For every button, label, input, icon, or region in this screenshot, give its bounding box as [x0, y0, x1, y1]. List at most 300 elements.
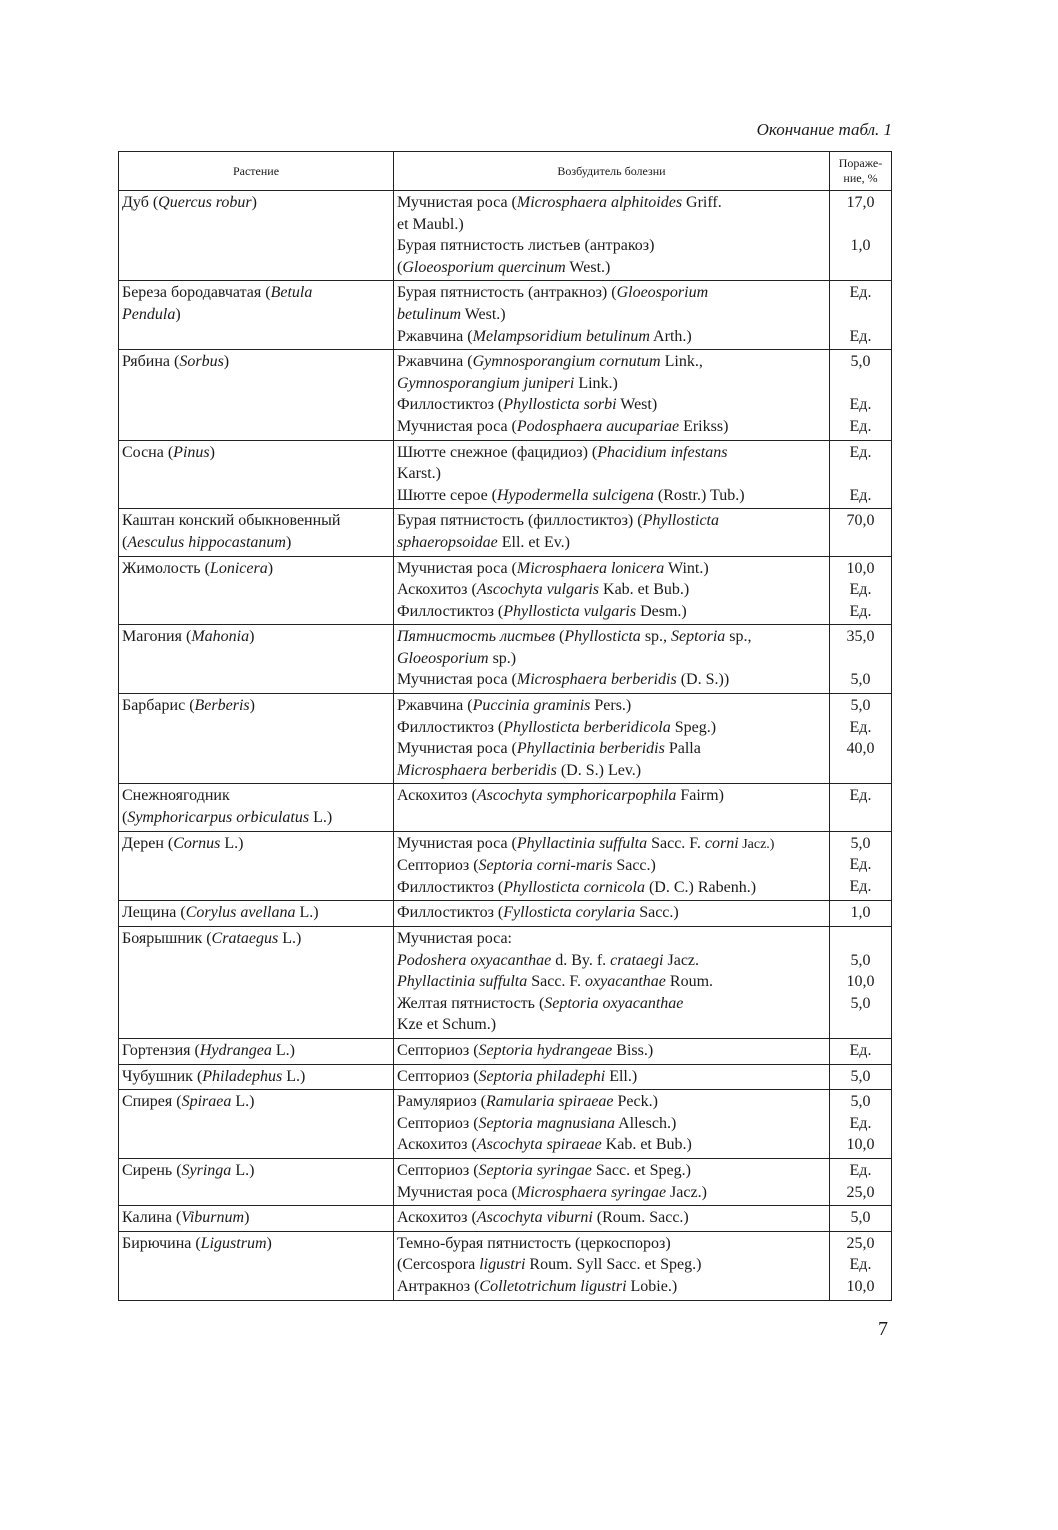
pathogen-text: Septoria: [671, 628, 726, 646]
damage-cell: [830, 831, 892, 901]
damage-cell: [830, 1206, 892, 1232]
damage-value: 25,0: [846, 1183, 875, 1201]
damage-value: [832, 532, 889, 554]
pathogen-text: Филлостиктоз (: [397, 878, 504, 896]
plant-line: [122, 1091, 390, 1113]
plant-line: [122, 442, 390, 464]
plant-text: Гортензия (: [122, 1041, 200, 1059]
plant-text: Betula: [270, 284, 313, 302]
plant-text: Corylus avellana: [185, 904, 296, 922]
plant-line: [122, 1040, 390, 1062]
table-caption: Окончание табл. 1: [756, 120, 892, 139]
pathogen-text: Septoria syringae: [478, 1161, 592, 1179]
plant-line: [122, 1233, 390, 1255]
damage-cell: [830, 1090, 892, 1159]
pathogen-text: Пятнистость листьев: [397, 628, 556, 646]
damage-value: Ед.: [849, 787, 872, 805]
plant-text: Жимолость (: [122, 559, 210, 577]
damage-value: Ед.: [849, 443, 872, 461]
pathogen-text: Desm.): [636, 602, 687, 620]
plant-cell: [119, 625, 394, 694]
plant-line: [122, 807, 390, 829]
pathogen-line: [397, 1160, 826, 1182]
pathogen-text: Мучнистая роса (: [397, 740, 517, 758]
pathogen-text: Бурая пятнистость листьев (антракоз): [397, 237, 655, 255]
plant-line: [122, 532, 390, 554]
pathogen-line: [397, 1134, 826, 1156]
damage-cell: [830, 440, 892, 509]
plant-cell: [119, 440, 394, 509]
pathogen-text: oxyacanthae: [585, 973, 666, 991]
pathogen-text: Septoria hydrangeae: [478, 1041, 613, 1059]
pathogen-line: [397, 532, 826, 554]
plant-text: L.): [231, 1161, 255, 1179]
header-damage: [830, 152, 892, 191]
damage-value: 10,0: [846, 559, 875, 577]
pathogen-text: Roum.: [665, 973, 714, 991]
pathogen-text: Phyllactinia berberidis: [516, 740, 665, 758]
pathogen-text: Ramularia spiraeae: [485, 1093, 614, 1111]
pathogen-text: Fyllosticta corylaria: [503, 904, 636, 922]
damage-value: [832, 807, 889, 829]
pathogen-text: Phyllosticta: [564, 628, 641, 646]
pathogen-text: sp.,: [725, 628, 752, 646]
pathogen-text: Ржавчина (: [397, 697, 473, 715]
pathogen-text: Colletotrichum ligustri: [479, 1277, 627, 1295]
pathogen-text: Филлостиктоз (: [397, 904, 504, 922]
plant-text: ): [251, 194, 257, 211]
pathogen-line: [397, 1233, 826, 1255]
pathogen-text: Microsphaera berberidis: [516, 671, 677, 689]
table-row: [119, 694, 892, 784]
pathogen-line: [397, 373, 826, 395]
pathogen-text: (D. S.)): [676, 671, 730, 689]
pathogen-text: et Maubl.): [397, 215, 464, 233]
pathogen-text: Phyllosticta cornicola: [503, 878, 645, 896]
pathogen-text: Мучнистая роса (: [397, 834, 517, 852]
pathogen-line: [397, 579, 826, 601]
pathogen-text: Kab. et Bub.): [599, 581, 690, 599]
pathogen-cell: [394, 350, 830, 440]
pathogen-text: Wint.): [664, 559, 709, 577]
pathogen-text: Griff.: [682, 194, 722, 211]
plant-text: Рябина (: [122, 353, 180, 371]
pathogen-text: Arth.): [649, 327, 692, 345]
pathogen-text: (: [397, 258, 403, 276]
pathogen-line: [397, 235, 826, 257]
pathogen-text: Karst.): [397, 465, 441, 483]
damage-cell: [830, 350, 892, 440]
pathogen-text: crataegi: [610, 951, 664, 969]
pathogen-text: Phacidium infestans: [597, 443, 728, 461]
plant-text: Дуб (: [122, 194, 159, 211]
table-row: [119, 191, 892, 281]
plant-text: Сирень (: [122, 1161, 182, 1179]
plant-text: Ligustrum: [200, 1234, 267, 1252]
pathogen-line: [397, 785, 826, 807]
pathogen-line: [397, 1091, 826, 1113]
damage-value: 5,0: [850, 1067, 871, 1085]
pathogen-line: [397, 648, 826, 670]
pathogen-text: Phyllactinia suffulta: [397, 973, 528, 991]
plant-line: [122, 558, 390, 580]
plant-cell: [119, 1206, 394, 1232]
pathogen-line: [397, 304, 826, 326]
damage-value: [832, 373, 889, 395]
pathogen-text: Jacz.): [666, 1183, 707, 1201]
damage-value: 17,0: [846, 194, 875, 211]
pathogen-line: [397, 394, 826, 416]
table-row: [119, 927, 892, 1039]
pathogen-line: [397, 463, 826, 485]
pathogen-cell: [394, 281, 830, 350]
pathogen-cell: [394, 556, 830, 625]
pathogen-line: [397, 902, 826, 924]
pathogen-text: Мучнистая роса:: [397, 930, 512, 947]
pathogen-text: Roum. Syll Sacc. et Speg.): [525, 1256, 702, 1274]
plant-text: Сосна (: [122, 443, 174, 461]
pathogen-cell: [394, 1231, 830, 1300]
pathogen-text: Septoria philadephi: [478, 1067, 606, 1085]
plant-text: L.): [295, 904, 319, 922]
plant-text: Crataegus: [211, 930, 279, 947]
pathogen-text: Podoshera oxyacanthae: [397, 951, 552, 969]
pathogen-text: Бурая пятнистость (филлостиктоз) (: [397, 512, 643, 530]
damage-value: 10,0: [846, 1136, 875, 1154]
damage-value: 5,0: [850, 353, 871, 371]
table-row: [119, 556, 892, 625]
pathogen-cell: [394, 927, 830, 1039]
plant-cell: [119, 191, 394, 281]
plant-line: [122, 304, 390, 326]
pathogen-cell: [394, 901, 830, 927]
plant-cell: [119, 1064, 394, 1090]
plant-cell: [119, 1038, 394, 1064]
disease-table: [118, 151, 892, 1301]
damage-value: [832, 928, 889, 950]
pathogen-line: [397, 928, 826, 950]
plant-line: [122, 785, 390, 807]
pathogen-text: Podosphaera aucupariae: [516, 417, 680, 435]
pathogen-text: Ascochyta vulgaris: [476, 581, 600, 599]
pathogen-cell: [394, 440, 830, 509]
table-row: [119, 1206, 892, 1232]
pathogen-text: Sacc.): [612, 857, 656, 875]
pathogen-text: Мучнистая роса (: [397, 417, 517, 435]
pathogen-text: Peck.): [613, 1093, 658, 1111]
plant-cell: [119, 350, 394, 440]
damage-value: 1,0: [850, 904, 871, 922]
plant-cell: [119, 901, 394, 927]
damage-value: [832, 648, 889, 670]
plant-text: ): [175, 305, 181, 323]
pathogen-text: Link.,: [660, 353, 703, 371]
pathogen-line: [397, 760, 826, 782]
pathogen-line: [397, 993, 826, 1015]
pathogen-text: Kze et Schum.): [397, 1016, 497, 1034]
header-plant: Растение: [119, 152, 394, 191]
table-row: [119, 625, 892, 694]
pathogen-text: sp.,: [640, 628, 672, 646]
pathogen-text: (D. C.) Rabenh.): [644, 878, 757, 896]
damage-value: Ед.: [849, 1114, 872, 1132]
table-row: [119, 281, 892, 350]
plant-cell: [119, 694, 394, 784]
pathogen-text: Аскохитоз (: [397, 581, 477, 599]
pathogen-text: Темно-бурая пятнистость (церкоспороз): [397, 1234, 671, 1252]
pathogen-text: Biss.): [612, 1041, 654, 1059]
plant-text: Berberis: [194, 697, 250, 715]
pathogen-cell: [394, 694, 830, 784]
plant-cell: [119, 831, 394, 901]
pathogen-text: Шютте снежное (фацидиоз) (: [397, 443, 598, 461]
pathogen-text: West.): [565, 258, 611, 276]
pathogen-cell: [394, 1090, 830, 1159]
plant-text: Mahonia: [191, 628, 250, 646]
pathogen-line: [397, 717, 826, 739]
pathogen-line: [397, 558, 826, 580]
table-row: [119, 784, 892, 831]
plant-line: [122, 1207, 390, 1229]
pathogen-text: (Rostr.) Tub.): [653, 486, 745, 504]
pathogen-cell: [394, 1038, 830, 1064]
damage-cell: [830, 509, 892, 556]
pathogen-text: Palla: [664, 740, 701, 758]
damage-value: [832, 760, 889, 782]
pathogen-cell: [394, 625, 830, 694]
pathogen-text: Филлостиктоз (: [397, 396, 504, 414]
damage-value: Ед.: [849, 1256, 872, 1274]
pathogen-text: Мучнистая роса (: [397, 671, 517, 689]
damage-cell: [830, 1231, 892, 1300]
pathogen-line: [397, 1014, 826, 1036]
damage-value: Ед.: [849, 1041, 872, 1059]
pathogen-text: Microsphaera alphitoides: [516, 194, 683, 211]
table-row: [119, 1090, 892, 1159]
pathogen-text: Ржавчина (: [397, 327, 473, 345]
pathogen-text: Рамуляриоз (: [397, 1093, 486, 1111]
pathogen-line: [397, 1254, 826, 1276]
pathogen-text: (Roum. Sacc.): [592, 1209, 689, 1227]
plant-text: ): [266, 1234, 272, 1252]
plant-line: [122, 192, 390, 214]
plant-line: [122, 282, 390, 304]
damage-value: Ед.: [849, 581, 872, 599]
pathogen-text: sp.): [488, 649, 517, 667]
pathogen-text: Ascochyta spiraeae: [476, 1136, 602, 1154]
pathogen-text: Gloeosporium quercinum: [402, 258, 566, 276]
pathogen-text: Септориоз (: [397, 1161, 479, 1179]
pathogen-text: West.): [461, 305, 506, 323]
plant-line: [122, 626, 390, 648]
plant-text: Symphoricarpus orbiculatus: [127, 809, 310, 827]
pathogen-text: Антракноз (: [397, 1277, 480, 1295]
damage-cell: [830, 784, 892, 831]
pathogen-text: Phyllosticta vulgaris: [503, 602, 637, 620]
pathogen-text: Gloeosporium: [397, 649, 489, 667]
pathogen-text: Phyllosticta berberidicola: [503, 718, 671, 736]
plant-line: [122, 351, 390, 373]
pathogen-text: Hypodermella sulcigena: [497, 486, 654, 504]
pathogen-text: d. By. f.: [551, 951, 611, 969]
pathogen-cell: [394, 509, 830, 556]
plant-text: L.): [282, 1067, 306, 1085]
plant-text: Лещина (: [122, 904, 186, 922]
damage-cell: [830, 927, 892, 1039]
pathogen-line: [397, 855, 826, 877]
pathogen-line: [397, 1066, 826, 1088]
pathogen-text: Septoria corni-maris: [478, 857, 613, 875]
pathogen-text: Sacc. et Speg.): [591, 1161, 691, 1179]
pathogen-text: Erikss): [679, 417, 729, 435]
plant-line: [122, 510, 390, 532]
pathogen-text: Jacz.): [738, 836, 775, 852]
plant-text: (: [122, 533, 128, 551]
plant-text: ): [244, 1209, 250, 1227]
pathogen-line: [397, 601, 826, 623]
plant-cell: [119, 1231, 394, 1300]
plant-text: Lonicera: [209, 559, 268, 577]
plant-line: [122, 928, 390, 950]
pathogen-text: Sacc. F.: [527, 973, 586, 991]
pathogen-text: Ell.): [605, 1067, 638, 1085]
damage-value: 10,0: [846, 973, 875, 991]
damage-value: Ед.: [849, 284, 872, 302]
damage-cell: [830, 901, 892, 927]
plant-text: Sorbus: [179, 353, 224, 371]
page-number: 7: [878, 1318, 888, 1340]
pathogen-text: ligustri: [479, 1256, 526, 1274]
pathogen-cell: [394, 784, 830, 831]
pathogen-text: betulinum: [397, 305, 461, 323]
pathogen-line: [397, 669, 826, 691]
header-damage-line1: Пораже-: [838, 156, 883, 170]
damage-value: 35,0: [846, 628, 875, 646]
pathogen-line: [397, 510, 826, 532]
pathogen-text: Gloeosporium: [616, 284, 709, 302]
plant-text: L.): [309, 809, 333, 827]
pathogen-text: (Cercospora: [397, 1256, 480, 1274]
plant-text: ): [249, 697, 255, 715]
table-row: [119, 440, 892, 509]
pathogen-text: Fairm): [676, 787, 724, 805]
pathogen-text: Pers.): [590, 697, 632, 715]
plant-text: ): [249, 628, 255, 646]
pathogen-text: Септориоз (: [397, 857, 479, 875]
pathogen-text: corni: [704, 834, 739, 852]
table-row: [119, 1038, 892, 1064]
pathogen-line: [397, 1182, 826, 1204]
pathogen-text: Ржавчина (: [397, 353, 473, 371]
table-row: [119, 350, 892, 440]
pathogen-text: Link.): [574, 374, 618, 392]
plant-text: Спирея (: [122, 1093, 182, 1111]
pathogen-text: Microsphaera berberidis: [397, 761, 557, 779]
table-body: [119, 191, 892, 1301]
damage-cell: [830, 1158, 892, 1205]
plant-text: L.): [278, 930, 302, 947]
table-row: [119, 901, 892, 927]
damage-value: 1,0: [850, 237, 871, 255]
pathogen-text: Puccinia graminis: [472, 697, 591, 715]
pathogen-text: Желтая пятнистость (: [397, 994, 545, 1012]
pathogen-line: [397, 257, 826, 279]
damage-value: 5,0: [850, 834, 871, 852]
pathogen-text: Шютте серое (: [397, 486, 497, 504]
damage-value: 5,0: [850, 951, 871, 969]
pathogen-text: Lobie.): [626, 1277, 678, 1295]
pathogen-text: Sacc.): [635, 904, 679, 922]
damage-value: 5,0: [850, 1209, 871, 1227]
pathogen-text: Allesch.): [614, 1114, 677, 1132]
pathogen-text: Септориоз (: [397, 1041, 479, 1059]
table-row: [119, 831, 892, 901]
pathogen-line: [397, 351, 826, 373]
pathogen-line: [397, 1276, 826, 1298]
damage-value: 40,0: [846, 740, 875, 758]
pathogen-text: sphaeropsoidae: [397, 533, 498, 551]
plant-text: Магония (: [122, 628, 192, 646]
pathogen-cell: [394, 191, 830, 281]
plant-text: ): [285, 533, 292, 551]
plant-cell: [119, 927, 394, 1039]
plant-text: Калина (: [122, 1209, 182, 1227]
pathogen-text: (: [555, 628, 565, 646]
damage-value: 25,0: [846, 1234, 875, 1252]
pathogen-text: Филлостиктоз (: [397, 602, 504, 620]
damage-value: 5,0: [850, 671, 871, 689]
pathogen-text: Ascochyta viburni: [476, 1209, 593, 1227]
plant-text: Береза бородавчатая (: [122, 284, 271, 302]
damage-value: [832, 304, 889, 326]
damage-value: Ед.: [849, 327, 872, 345]
plant-text: L.): [220, 834, 244, 852]
pathogen-line: [397, 282, 826, 304]
damage-value: Ед.: [849, 856, 872, 874]
damage-value: [832, 257, 889, 279]
table-row: [119, 509, 892, 556]
pathogen-text: Gymnosporangium cornutum: [472, 353, 661, 371]
plant-text: ): [223, 353, 230, 371]
pathogen-line: [397, 1040, 826, 1062]
plant-text: Viburnum: [181, 1209, 245, 1227]
pathogen-line: [397, 485, 826, 507]
plant-text: Снежноягодник: [122, 787, 230, 805]
damage-cell: [830, 625, 892, 694]
damage-value: Ед.: [849, 396, 872, 414]
pathogen-text: Аскохитоз (: [397, 1209, 477, 1227]
damage-value: 5,0: [850, 697, 871, 715]
damage-cell: [830, 556, 892, 625]
damage-value: [832, 1014, 889, 1036]
pathogen-cell: [394, 831, 830, 901]
pathogen-text: Septoria oxyacanthae: [544, 994, 684, 1012]
plant-text: Spiraea: [181, 1093, 232, 1111]
damage-value: Ед.: [849, 1161, 872, 1179]
plant-cell: [119, 281, 394, 350]
plant-text: Боярышник (: [122, 930, 212, 947]
plant-text: Дерен (: [122, 834, 174, 852]
pathogen-line: [397, 214, 826, 236]
pathogen-text: Септориоз (: [397, 1114, 479, 1132]
damage-value: 10,0: [846, 1277, 875, 1295]
damage-cell: [830, 191, 892, 281]
plant-text: Бирючина (: [122, 1234, 201, 1252]
pathogen-text: (D. S.) Lev.): [556, 761, 642, 779]
pathogen-line: [397, 807, 826, 829]
header-damage-line2: ние, %: [843, 171, 878, 185]
damage-cell: [830, 281, 892, 350]
